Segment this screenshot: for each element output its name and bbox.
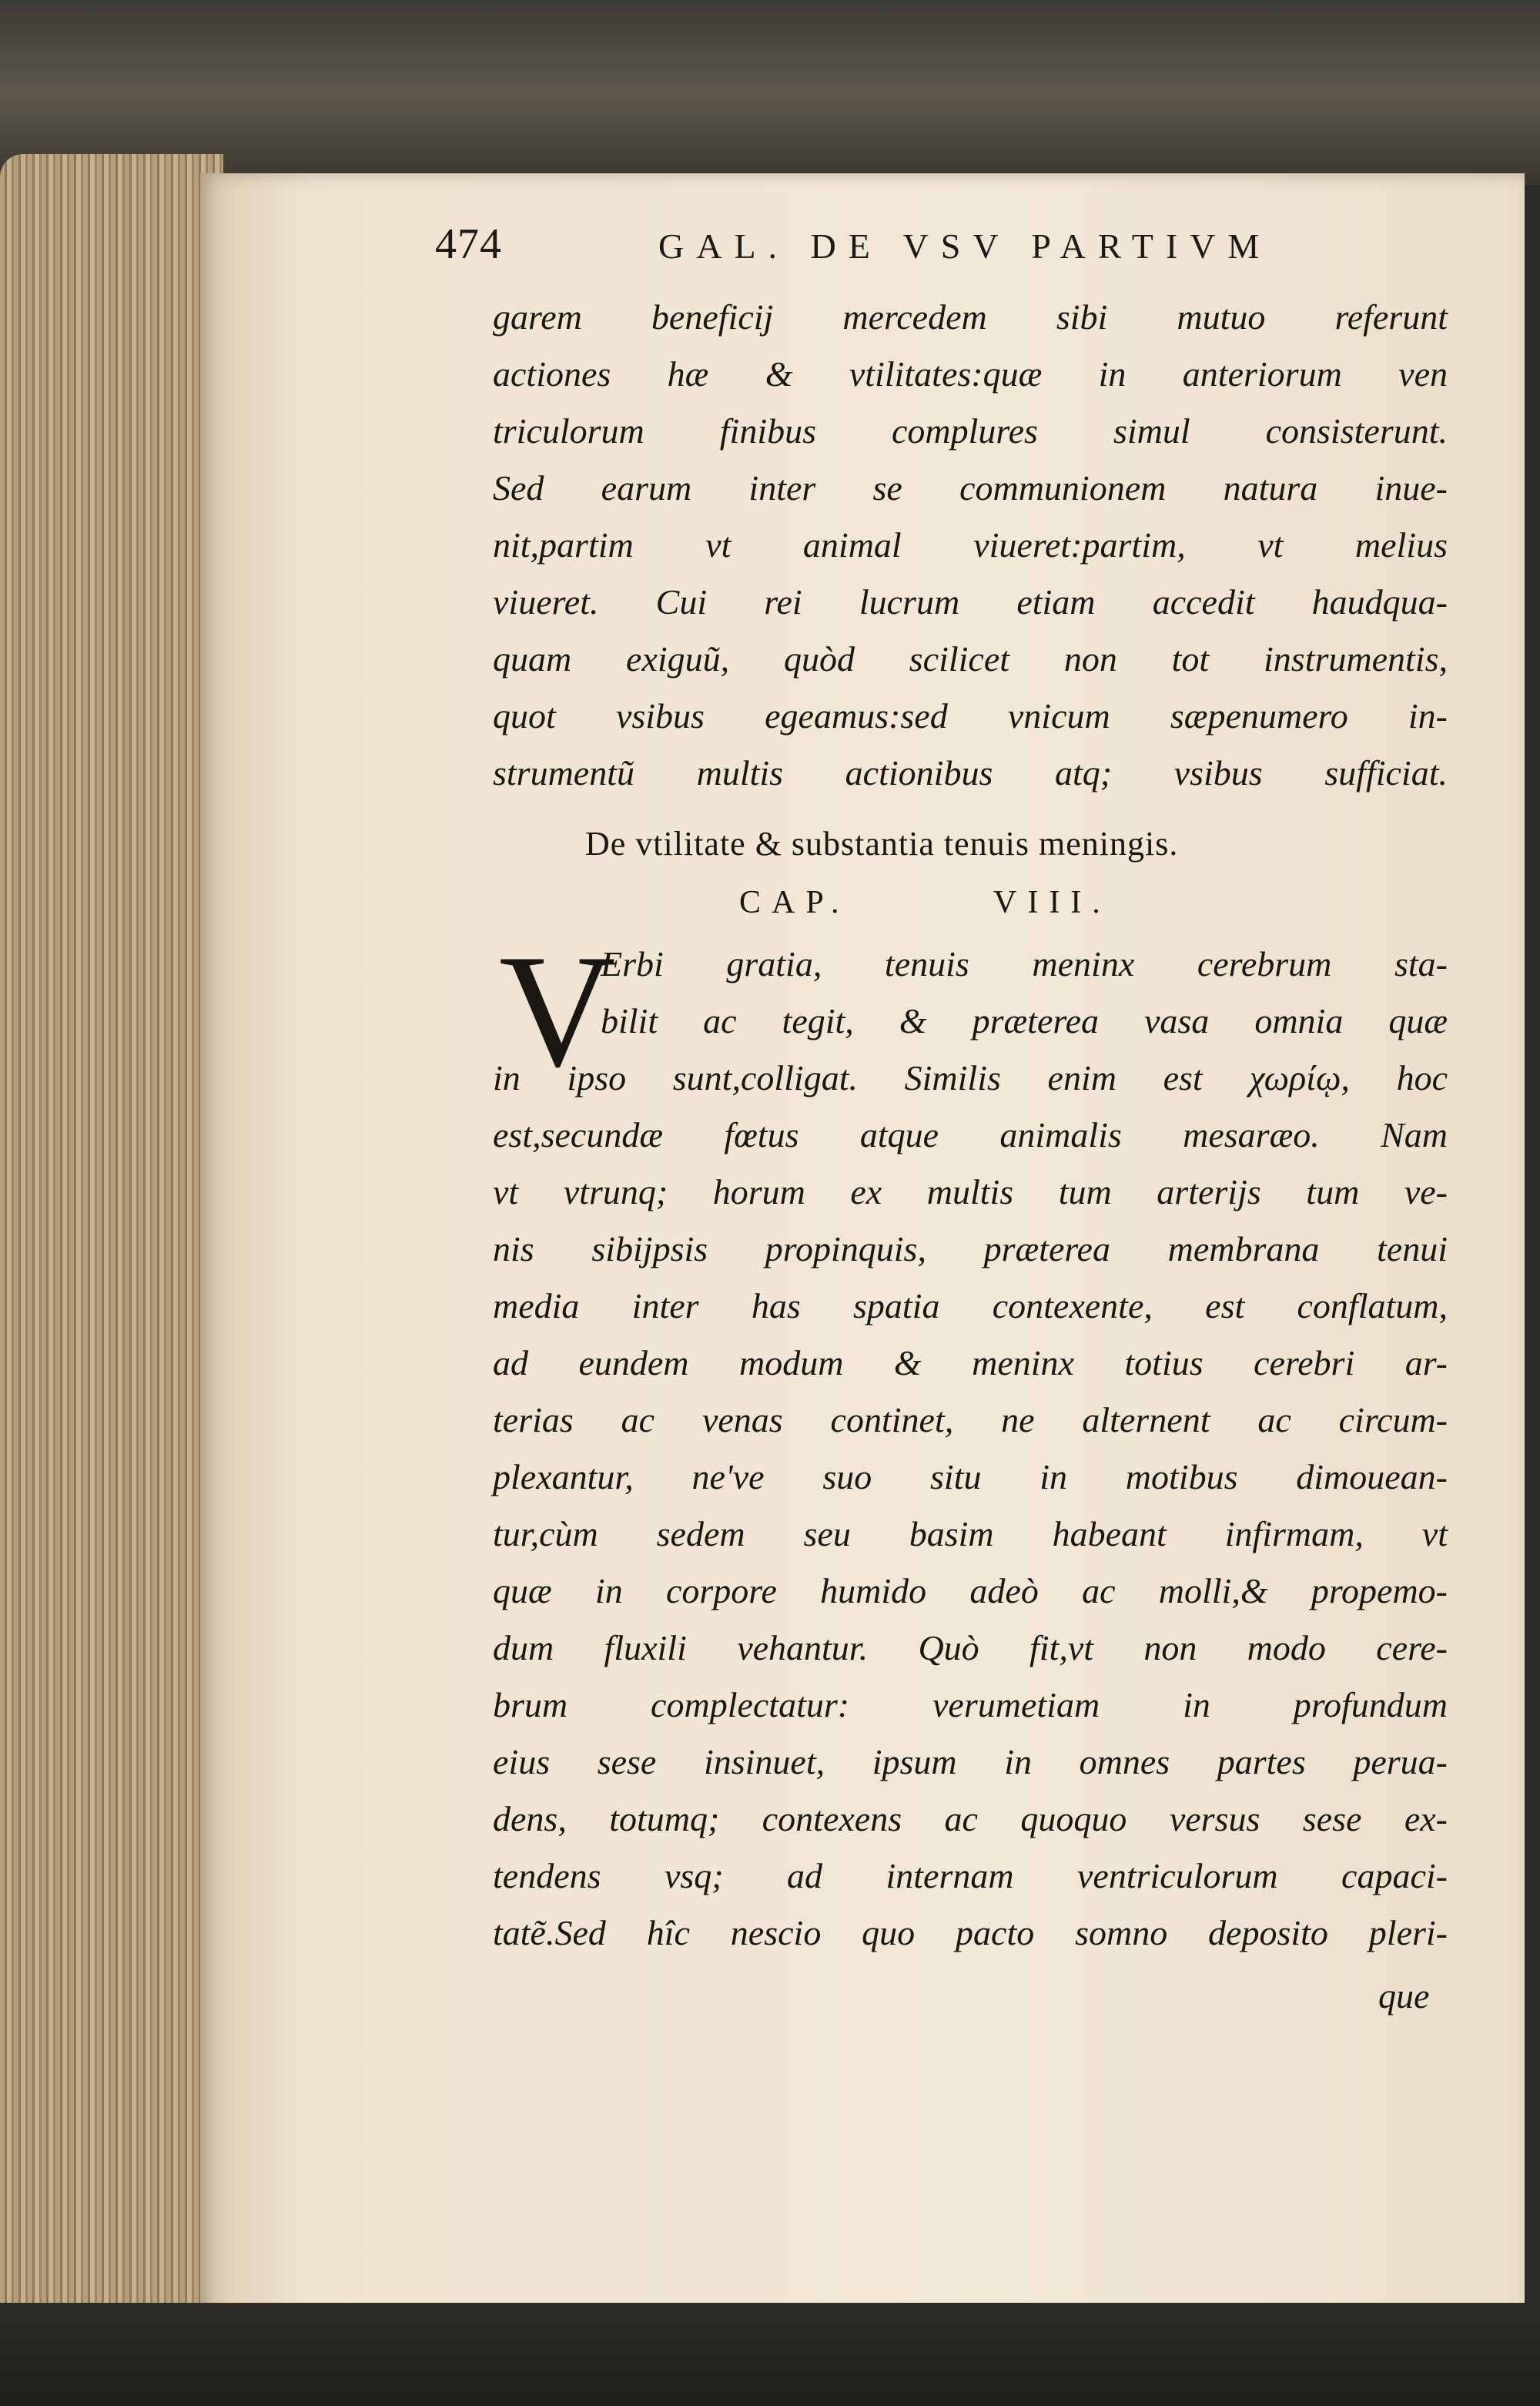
text-line: plexantur, ne've suo situ in motibus dimouean- — [493, 1457, 1448, 1496]
text-line: quot vsibus egeamus:sed vnicum sæpenumero in- — [493, 696, 1448, 736]
text-line: nit,partim vt animal viueret:partim, vt melius — [493, 525, 1448, 565]
text-line: ad eundem modum & meninx totius cerebri ar- — [493, 1343, 1448, 1382]
text-line: Sed earum inter se communionem natura inue- — [493, 468, 1448, 508]
book-bottom-edge — [0, 2303, 1540, 2406]
text-line: nis sibijpsis propinquis, præterea membrana tenui — [493, 1229, 1448, 1268]
text-line: terias ac venas continet, ne alternent ac circum- — [493, 1400, 1448, 1439]
text-line: dens, totumq; contexens ac quoquo versus sese ex- — [493, 1799, 1448, 1838]
catchword: que — [1378, 1976, 1430, 2016]
text-line: dum fluxili vehantur. Quò fit,vt non modo cere- — [493, 1628, 1448, 1667]
text-line: quam exiguũ, quòd scilicet non tot instrumentis, — [493, 639, 1448, 679]
text-line: eius sese insinuet, ipsum in omnes partes perua- — [493, 1742, 1448, 1781]
book-top-edge — [0, 0, 1540, 185]
chapter-word: CAP. — [739, 885, 850, 920]
text-block-top — [493, 289, 1448, 802]
text-line: in ipso sunt,colligat. Similis enim est χωρίῳ, hoc — [493, 1058, 1448, 1097]
text-block-main — [493, 936, 1448, 1962]
text-line: garem beneficij mercedem sibi mutuo referunt — [493, 297, 1448, 337]
text-line: strumentũ multis actionibus atq; vsibus sufficiat. — [493, 753, 1448, 793]
text-line: triculorum finibus complures simul consisterunt. — [493, 411, 1448, 451]
text-line: quæ in corpore humido adeò ac molli,& propemo- — [493, 1571, 1448, 1610]
text-line: tatẽ.Sed hîc nescio quo pacto somno deposito pleri- — [493, 1913, 1448, 1952]
text-line: vt vtrunq; horum ex multis tum arterijs tum ve- — [493, 1172, 1448, 1211]
text-line: Erbi gratia, tenuis meninx cerebrum sta- — [601, 944, 1448, 984]
text-line: tendens vsq; ad internam ventriculorum capaci- — [493, 1856, 1448, 1895]
page-edges — [0, 154, 223, 2334]
text-line: brum complectatur: verumetiam in profundum — [493, 1685, 1448, 1724]
running-head — [435, 219, 1421, 281]
page-number: 474 — [435, 220, 502, 268]
section-heading: De vtilitate & substantia tenuis meningis. — [585, 825, 1179, 863]
drop-initial: V — [499, 922, 616, 1101]
text-line: bilit ac tegit, & præterea vasa omnia quæ — [601, 1001, 1448, 1040]
text-line: est,secundæ fœtus atque animalis mesaræo. Nam — [493, 1115, 1448, 1154]
chapter-number: VIII. — [993, 885, 1111, 920]
text-line: tur,cùm sedem seu basim habeant infirmam, vt — [493, 1514, 1448, 1553]
text-line: viueret. Cui rei lucrum etiam accedit haudqua- — [493, 582, 1448, 622]
text-line: actiones hæ & vtilitates:quæ in anteriorum ven — [493, 354, 1448, 394]
running-title: GAL. DE VSV PARTIVM — [658, 226, 1272, 266]
text-line: media inter has spatia contexente, est conflatum, — [493, 1286, 1448, 1325]
